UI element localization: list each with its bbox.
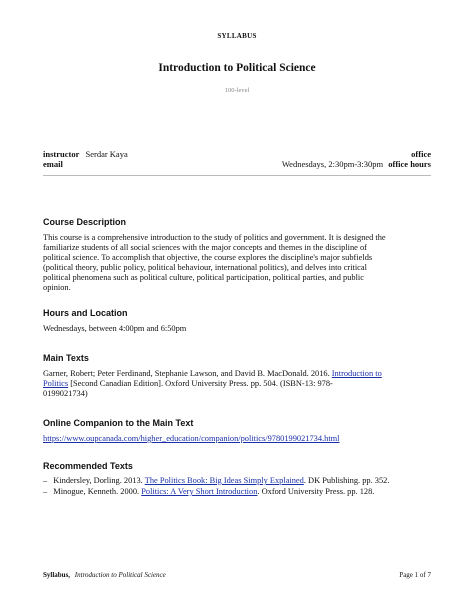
office-hours-value: Wednesdays, 2:30pm-3:30pm <box>281 159 384 169</box>
recommended-details: . Oxford University Press. pp. 128. <box>257 487 375 496</box>
course-description-text <box>43 233 431 293</box>
citation-isbn-end: 0199021734) <box>43 389 88 398</box>
recommended-details: . DK Publishing. pp. 352. <box>303 476 390 485</box>
recommended-texts-heading: Recommended Texts <box>43 461 133 471</box>
recommended-book-link[interactable]: The Politics Book: Big Ideas Simply Explained <box>144 476 304 485</box>
footer-course-title: Introduction to Political Science <box>74 571 166 579</box>
description-line: familiarize students of all social sciences with the major concepts and themes in the discipline of <box>43 243 367 252</box>
description-line: political science. To accomplish that objective, the course explores the discipline's major subfields <box>43 253 373 262</box>
page-number: Page 1 of 7 <box>399 571 431 579</box>
office-hours-label: office hours <box>388 159 431 169</box>
office-hours-row <box>282 159 431 169</box>
online-companion-heading: Online Companion to the Main Text <box>43 418 194 428</box>
email-row <box>43 159 63 169</box>
header-divider <box>43 175 431 176</box>
instructor-name: Serdar Kaya <box>85 149 128 159</box>
office-row <box>411 149 431 159</box>
office-label: office <box>411 149 431 159</box>
list-item <box>43 487 431 497</box>
recommended-author: Minogue, Kenneth. 2000. <box>53 487 140 496</box>
description-line: This course is a comprehensive introduction to the study of politics and government. It is designed the <box>43 233 386 242</box>
citation-details: [Second Canadian Edition]. Oxford University Press. pp. 504. (ISBN-13: 978- <box>70 379 333 388</box>
instructor-label: instructor <box>43 149 80 159</box>
list-bullet: – <box>43 487 48 496</box>
course-title: Introduction to Political Science <box>158 62 316 74</box>
online-companion-row <box>43 434 431 444</box>
online-companion-link[interactable]: https://www.oupcanada.com/higher_education/companion/politics/9780199021734.html <box>43 434 340 443</box>
citation-authors: Garner, Robert; Peter Ferdinand, Stephanie Lawson, and David B. MacDonald. 2016. <box>43 369 330 378</box>
hours-location-heading: Hours and Location <box>43 308 128 318</box>
hours-location-text: Wednesdays, between 4:00pm and 6:50pm <box>43 324 187 333</box>
list-bullet: – <box>43 476 48 485</box>
recommended-book-link[interactable]: Politics: A Very Short Introduction <box>141 487 258 496</box>
description-line: opinion. <box>43 283 71 292</box>
main-text-link[interactable]: Introduction to <box>331 369 382 378</box>
footer-left <box>43 571 166 579</box>
list-item <box>43 476 431 486</box>
description-line: political phenomena such as political culture, political participation, political parties, and public <box>43 273 364 282</box>
email-label: email <box>43 159 63 169</box>
syllabus-label: SYLLABUS <box>217 32 257 40</box>
instructor-row <box>43 149 128 159</box>
main-texts-heading: Main Texts <box>43 353 89 363</box>
main-texts-citation <box>43 369 431 399</box>
course-description-heading: Course Description <box>43 217 127 227</box>
recommended-author: Kindersley, Dorling. 2013. <box>53 476 143 485</box>
footer-syllabus: Syllabus, <box>43 571 71 579</box>
description-line: (political theory, public policy, political behaviour, international politics), and delves into critical <box>43 263 367 272</box>
course-level: 100-level <box>224 87 250 94</box>
main-text-link-continued[interactable]: Politics <box>43 379 69 388</box>
